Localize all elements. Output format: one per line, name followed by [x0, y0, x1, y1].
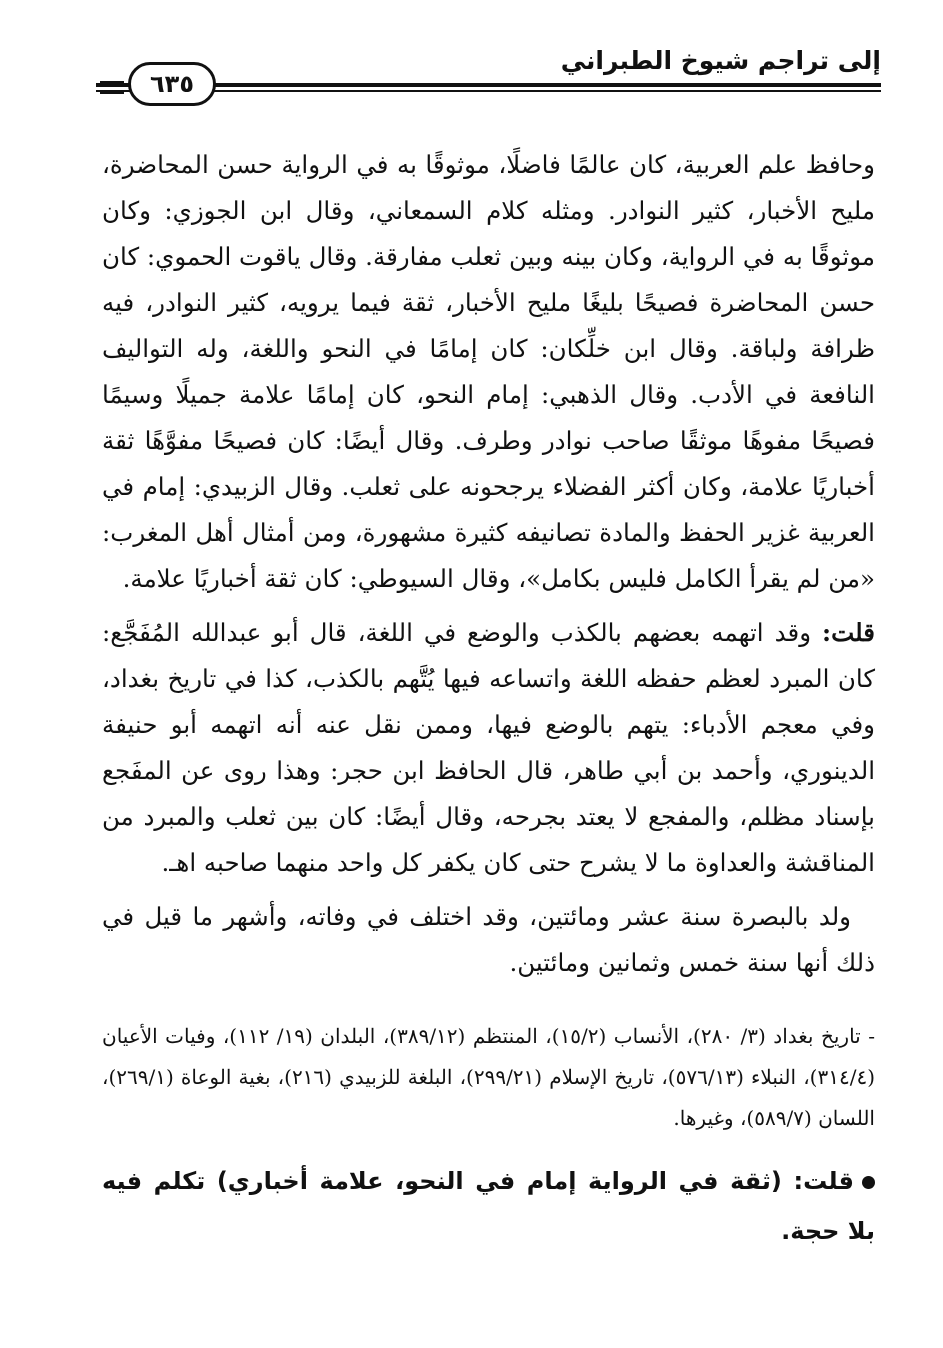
biography-paragraph: وحافظ علم العربية، كان عالمًا فاضلًا، موثوقًا به في الرواية حسن المحاضرة، مليح الأخبار، كثير النوادر. ومثله كلام السمعاني، وقال ابن الجوزي: وكان موثوقًا به في الرواية، وكان بينه وبين ثعلب مفارقة. وقال ياقوت الحموي: كان حسن المحاضرة فصيحًا بليغًا مليح الأخبار، ثقة فيما يرويه، كثير النوادر، فيه ظرافة ولباقة. وقال ابن خلِّكان: كان إمامًا في النحو واللغة، وله التواليف النافعة في الأدب. وقال الذهبي: إمام النحو، كان إمامًا علامة جميلًا وسيمًا فصيحًا مفوهًا موثقًا صاحب نوادر وطرف. وقال أيضًا: كان فصيحًا مفوَّهًا ثقة أخباريًا علامة، وكان أكثر الفضلاء يرجحونه على ثعلب. وقال الزبيدي: إمام في العربية غزير الحفظ والمادة تصانيفه كثيرة مشهورة، ومن أمثال أهل المغرب: «من لم يقرأ الكامل فليس بكامل»، وقال السيوطي: كان ثقة أخباريًا علامة.: [102, 150, 875, 593]
critique-text: وقد اتهمه بعضهم بالكذب والوضع في اللغة، قال أبو عبدالله المُفَجَّع: كان المبرد لعظم حفظه اللغة واتساعه فيها يُتَّهم بالكذب، كذا في تاريخ بغداد، وفي معجم الأدباء: يتهم بالوضع فيها، وممن نقل عنه أنه اتهمه أبو حنيفة الدينوري، وأحمد بن أبي طاهر، قال الحافظ ابن حجر: وهذا روى عن المفَجع بإسناد مظلم، والمفجع لا يعتد بجرحه، وقال أيضًا: كان بين ثعلب والمبرد من المناقشة والعداوة ما لا يشرح حتى كان يكفر كل واحد منهما صاحبه اهـ.: [102, 618, 875, 877]
verdict-block: [102, 1156, 875, 1256]
verdict-text: قلت: (ثقة في الرواية إمام في النحو، علامة أخباري) تكلم فيه بلا حجة.: [102, 1167, 875, 1245]
header-dash-ornament: [100, 81, 124, 85]
references-text: - تاريخ بغداد (٣/ ٢٨٠)، الأنساب (١٥/٢)، المنتظم (٣٨٩/١٢)، البلدان (١٩/ ١١٢)، وفيات الأعيان (٣١٤/٤)، النبلاء (٥٧٦/١٣)، تاريخ الإسلام (٢٩٩/٢١)، البلغة للزبيدي (٢١٦)، بغية الوعاة (٢٦٩/١)، اللسان (٥٨٩/٧)، وغيرها.: [102, 1024, 876, 1130]
header-dash-ornament: [100, 90, 124, 94]
verdict-line: [102, 1156, 875, 1256]
bullet-icon: [862, 1176, 875, 1189]
main-text: [102, 142, 875, 986]
page-number-badge: ٦٣٥: [128, 62, 216, 106]
birth-death-paragraph: ولد بالبصرة سنة عشر ومائتين، وقد اختلف في وفاته، وأشهر ما قيل في ذلك أنها سنة خمس وثمانين ومائتين.: [102, 902, 875, 977]
references-block: [102, 1016, 875, 1139]
critique-paragraph: [102, 610, 875, 886]
running-title: إلى تراجم شيوخ الطبراني: [560, 46, 881, 75]
paragraph-lead: قلت:: [822, 618, 875, 647]
